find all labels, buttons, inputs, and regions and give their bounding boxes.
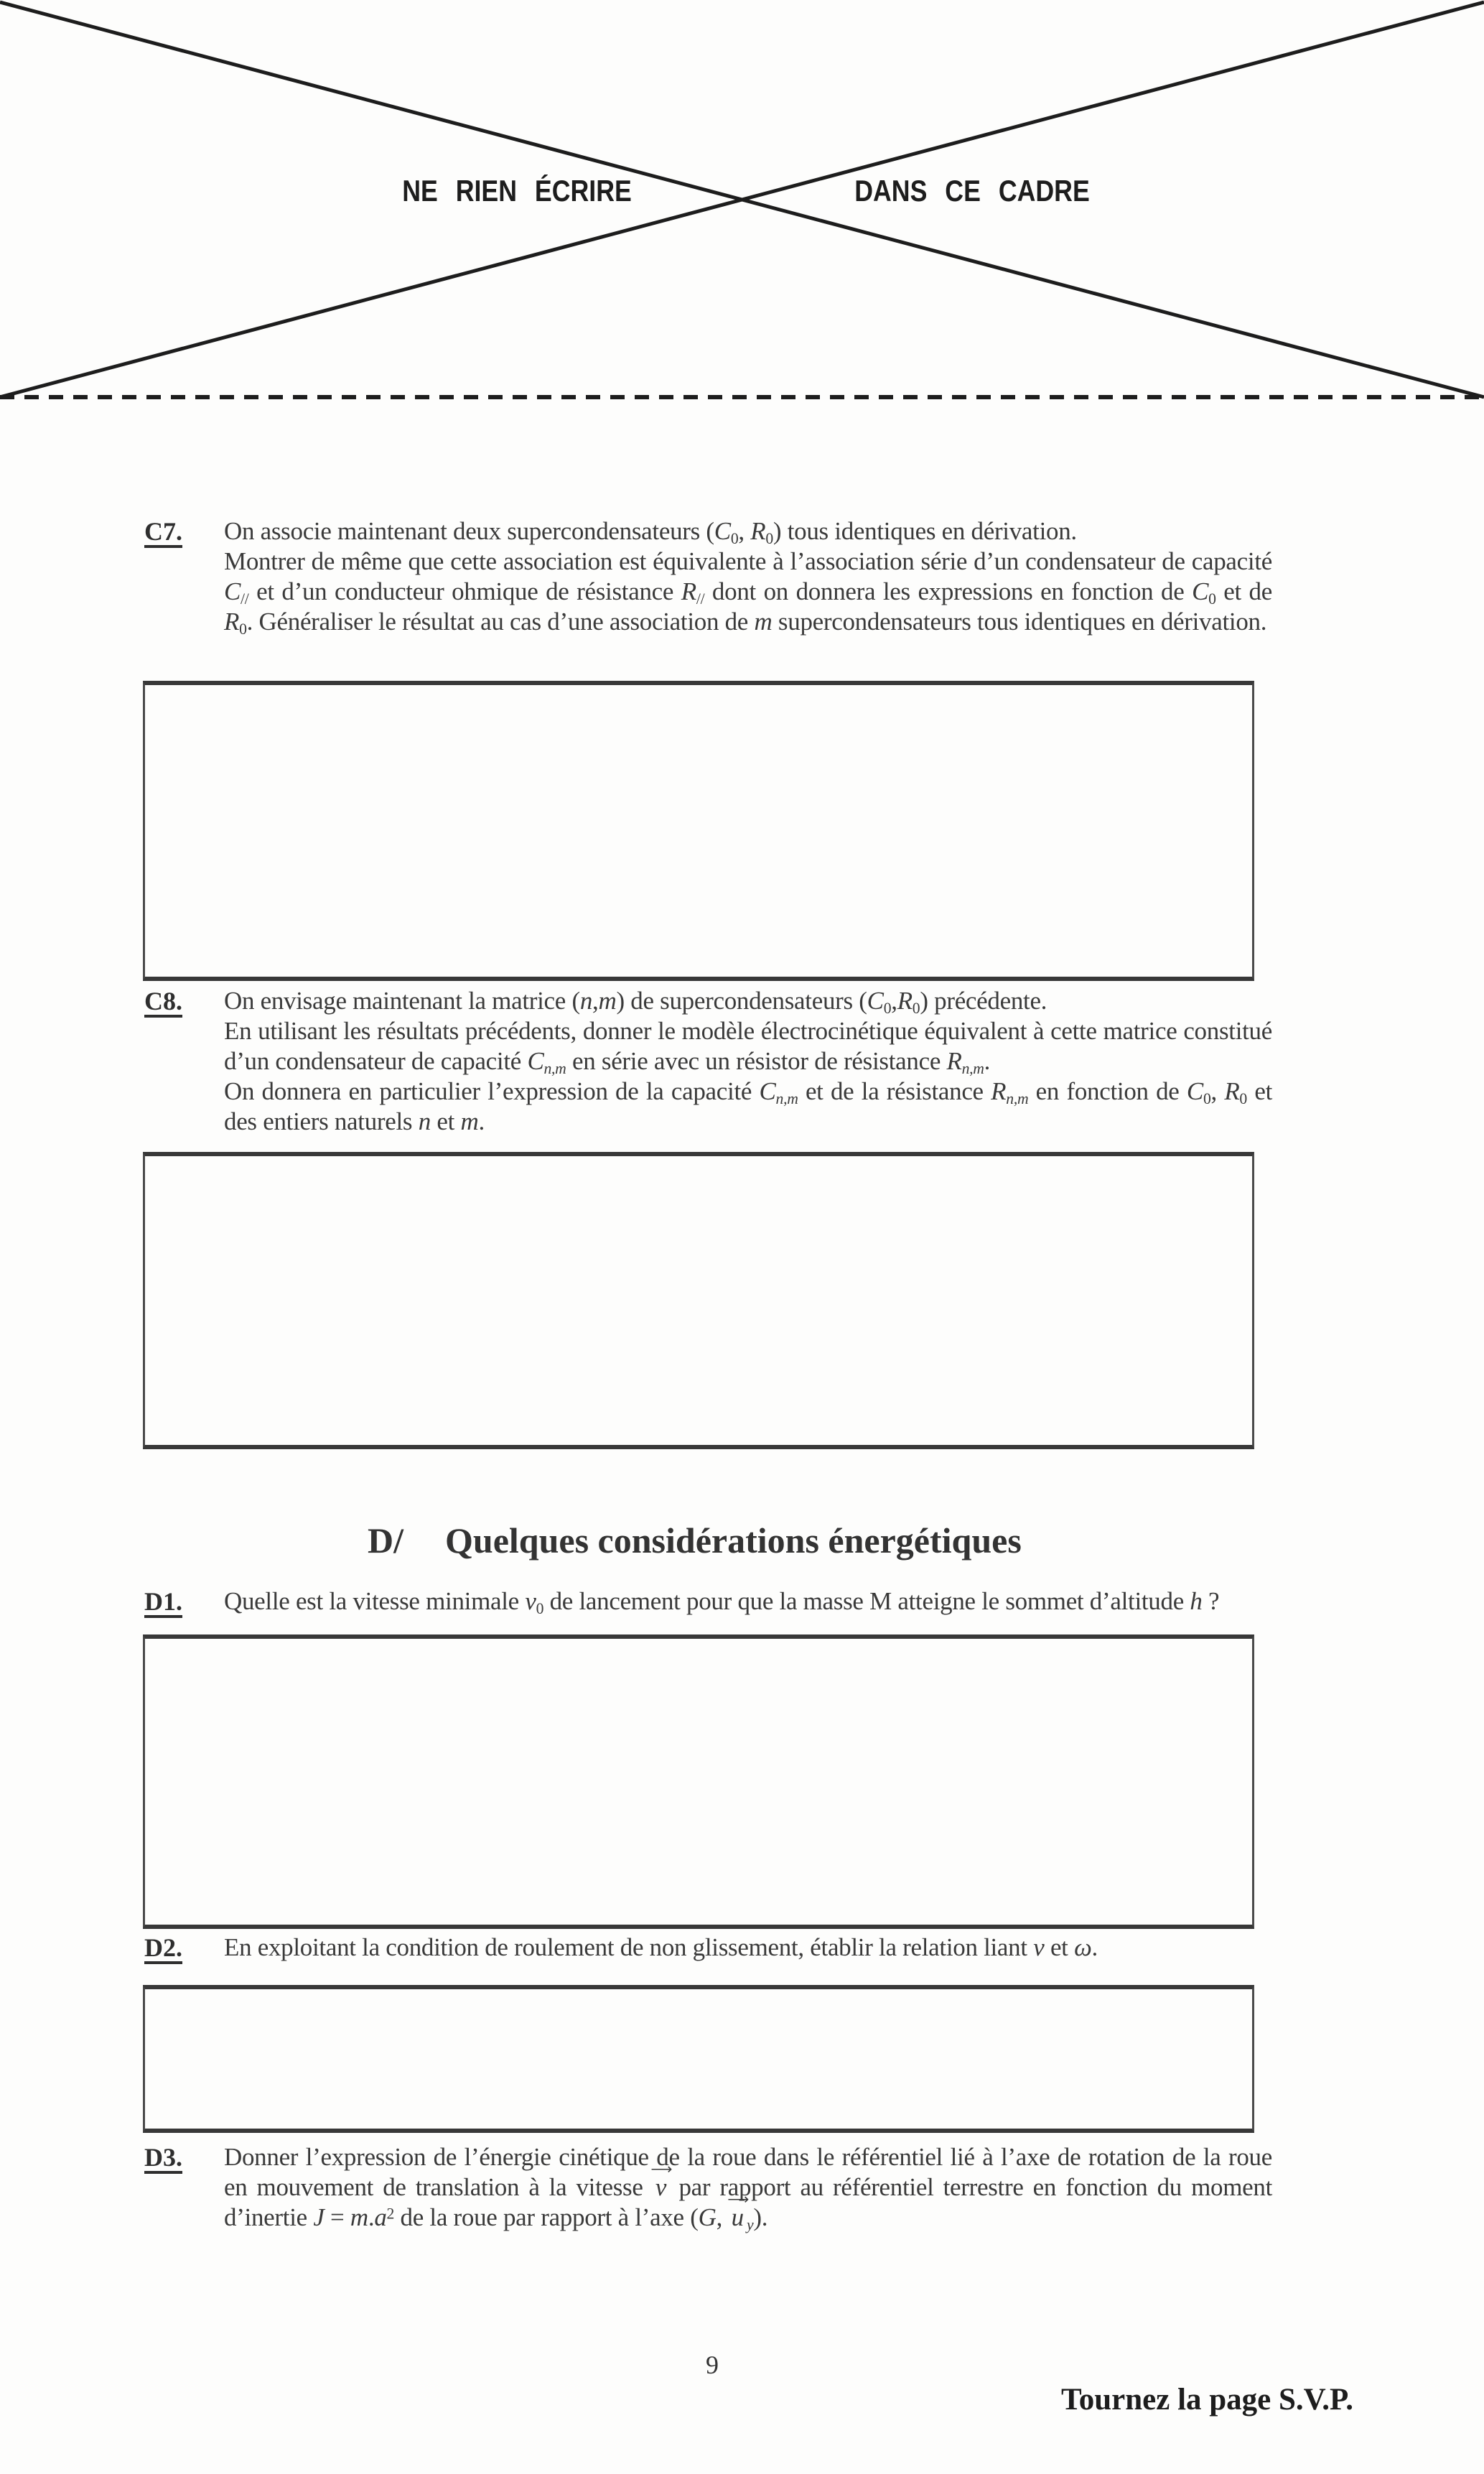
answer-box-d1[interactable] <box>143 1634 1254 1929</box>
crossout-x-frame <box>0 0 1484 401</box>
question-c8-para2: On donnera en particulier l’expression de la capacité $C_{n,m}$ et de la résistance $R_{n,m}$ en fonction de $C_0$, $R_0$ et des entiers naturels n et m. <box>224 1077 1272 1135</box>
turn-page-notice: Tournez la page S.V.P. <box>1061 2383 1354 2417</box>
question-label-d3: D3. <box>144 2143 182 2172</box>
question-text-c7 <box>224 516 1272 637</box>
question-d1-line: Quelle est la vitesse minimale $v_0$ de lancement pour que la masse M atteigne le sommet d’altitude h ? <box>224 1587 1220 1618</box>
section-d-prefix: D/ <box>368 1520 403 1561</box>
question-d3-body: Donner l’expression de l’énergie cinétique de la roue dans le référentiel lié à l’axe de rotation de la roue en mouvement de translation à la vitesse ⟶ v par rapport au référentiel terrestre en fonction du moment d’inertie $J = m.a^2$ de la roue par rapport à l’axe (G, ⟶ u $_y$). <box>224 2142 1272 2233</box>
answer-box-c8[interactable] <box>143 1152 1254 1449</box>
question-c7-line1: On associe maintenant deux supercondensateurs ($C_0$, $R_0$) tous identiques en dérivation. <box>224 517 1077 548</box>
question-label-c7: C7. <box>144 517 182 546</box>
question-text-d1 <box>224 1586 1272 1617</box>
section-d-heading <box>368 1520 1022 1561</box>
question-text-d2 <box>224 1933 1272 1963</box>
question-d2-line: En exploitant la condition de roulement de non glissement, établir la relation liant v et ω. <box>224 1933 1098 1961</box>
section-d-title: Quelques considérations énergétiques <box>445 1520 1022 1561</box>
answer-box-d2[interactable] <box>143 1985 1254 2133</box>
answer-box-c7[interactable] <box>143 681 1254 981</box>
question-label-d1: D1. <box>144 1587 182 1616</box>
question-label-c8: C8. <box>144 987 182 1015</box>
question-c8-line1: On envisage maintenant la matrice (n,m) de supercondensateurs $(C_0,R_0)$ précédente. <box>224 987 1047 1018</box>
question-c8-para1: En utilisant les résultats précédents, donner le modèle électrocinétique équivalent à cette matrice constitué d’un condensateur de capacité $C_{n,m}$ en série avec un résistor de résistance $R_{n,m}$. <box>224 1017 1272 1078</box>
question-label-d2: D2. <box>144 1933 182 1962</box>
detach-dashed-line <box>0 395 1484 399</box>
question-text-d3 <box>224 2142 1272 2233</box>
question-text-c8 <box>224 986 1272 1137</box>
page-number: 9 <box>706 2350 719 2379</box>
frame-label-left: NE RIEN ÉCRIRE <box>402 174 632 208</box>
question-c7-body: Montrer de même que cette association est équivalente à l’association série d’un condensateur de capacité $C_{//}$ et d’un conducteur ohmique de résistance $R_{//}$ dont on donnera les expressions en fonction de $C_0$ et de $R_0$. Généraliser le résultat au cas d’une association de m supercondensateurs tous identiques en dérivation. <box>224 547 1272 638</box>
frame-label-right: DANS CE CADRE <box>854 174 1090 208</box>
